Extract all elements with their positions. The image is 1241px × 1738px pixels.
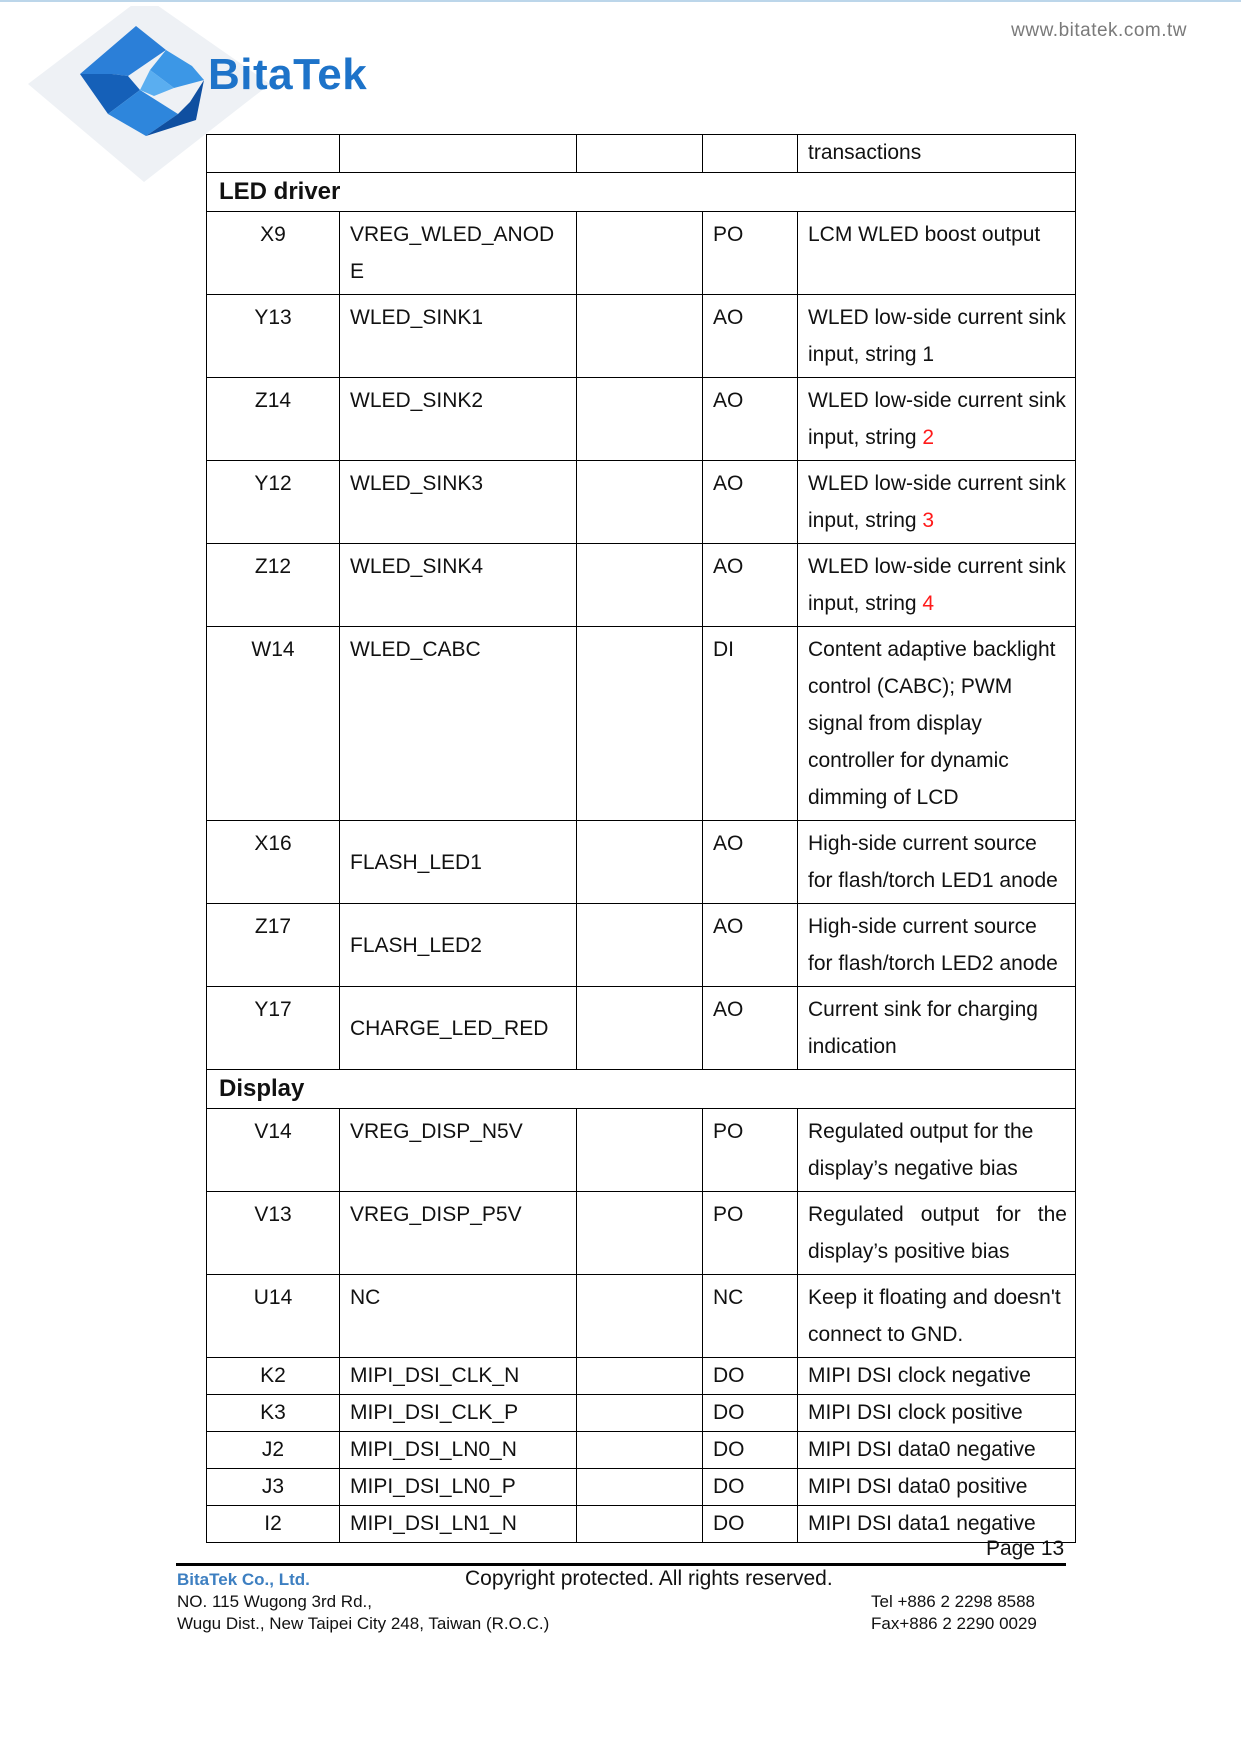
cell-ball: J3 (207, 1469, 340, 1506)
cell-desc: Regulated output for the display’s negative bias (798, 1109, 1076, 1192)
table-row (207, 1395, 1076, 1432)
table-row (207, 1506, 1076, 1543)
cell-desc: LCM WLED boost output (798, 212, 1076, 295)
cell-name: FLASH_LED1 (340, 821, 577, 904)
cell-type: AO (703, 987, 798, 1070)
section-header (207, 173, 1076, 212)
cell-ball: V13 (207, 1192, 340, 1275)
desc-text: WLED low-side current sink input, string (808, 555, 1066, 615)
cell-name: CHARGE_LED_RED (340, 987, 577, 1070)
logo-wordmark: BitaTek (208, 50, 368, 99)
cell-desc: High-side current source for flash/torch LED2 anode (798, 904, 1076, 987)
cell-desc: MIPI DSI data1 negative (798, 1506, 1076, 1543)
desc-text: WLED low-side current sink input, string (808, 472, 1066, 532)
cell-ball: Y13 (207, 295, 340, 378)
cell-ball: Y12 (207, 461, 340, 544)
cell-name: NC (340, 1275, 577, 1358)
address-line-1: NO. 115 Wugong 3rd Rd., (177, 1592, 372, 1611)
telephone: Tel +886 2 2298 8588 (871, 1592, 1036, 1611)
table-row (207, 904, 1076, 987)
table-row (207, 1469, 1076, 1506)
desc-text: WLED low-side current sink input, string (808, 389, 1066, 449)
page-number: Page 13 (986, 1537, 1065, 1560)
table-row (207, 821, 1076, 904)
table-row (207, 212, 1076, 295)
cell-desc: MIPI DSI data0 positive (798, 1469, 1076, 1506)
cell-name: WLED_CABC (340, 627, 577, 821)
cell-ball: K2 (207, 1358, 340, 1395)
cell-ball: Z12 (207, 544, 340, 627)
cell-name: FLASH_LED2 (340, 904, 577, 987)
cell-type: NC (703, 1275, 798, 1358)
cell-desc: MIPI DSI data0 negative (798, 1432, 1076, 1469)
cell-type: AO (703, 904, 798, 987)
cell-name: WLED_SINK1 (340, 295, 577, 378)
cell-type: DO (703, 1469, 798, 1506)
footer-rule (176, 1563, 1066, 1566)
cell-desc: Content adaptive backlight control (CABC); PWM signal from display controller for dynamic dimming of LCD (798, 627, 1076, 821)
cell-desc: MIPI DSI clock positive (798, 1395, 1076, 1432)
cell-name: MIPI_DSI_LN1_N (340, 1506, 577, 1543)
cell-ball: I2 (207, 1506, 340, 1543)
cell-ball: U14 (207, 1275, 340, 1358)
cell-desc: Current sink for charging indication (798, 987, 1076, 1070)
website-url: www.bitatek.com.tw (1011, 20, 1187, 41)
cell-name: WLED_SINK4 (340, 544, 577, 627)
cell-desc (798, 461, 1076, 544)
cell-desc: MIPI DSI clock negative (798, 1358, 1076, 1395)
cell-name: VREG_DISP_P5V (340, 1192, 577, 1275)
cell-type: DO (703, 1506, 798, 1543)
cell-name: WLED_SINK3 (340, 461, 577, 544)
cell-type: AO (703, 295, 798, 378)
cell-desc (798, 544, 1076, 627)
table-row (207, 1358, 1076, 1395)
table-row (207, 544, 1076, 627)
string-number: 2 (922, 426, 935, 449)
cell-type: AO (703, 378, 798, 461)
cell-ball: Z14 (207, 378, 340, 461)
cell-type: AO (703, 461, 798, 544)
string-number: 3 (922, 509, 935, 532)
copyright-notice: Copyright protected. All rights reserved. (465, 1567, 833, 1590)
cell-ball: X16 (207, 821, 340, 904)
cell-type: PO (703, 212, 798, 295)
cell-name: WLED_SINK2 (340, 378, 577, 461)
cell-type: DO (703, 1432, 798, 1469)
table-row (207, 1275, 1076, 1358)
section-title: Display (207, 1070, 1076, 1109)
cell-name: VREG_DISP_N5V (340, 1109, 577, 1192)
cell-type: DI (703, 627, 798, 821)
string-number: 4 (922, 592, 935, 615)
table-row (207, 1192, 1076, 1275)
cell-name: MIPI_DSI_CLK_N (340, 1358, 577, 1395)
cell-ball: Z17 (207, 904, 340, 987)
cell-desc: Keep it floating and doesn't connect to GND. (798, 1275, 1076, 1358)
cell-ball: K3 (207, 1395, 340, 1432)
cell-type: DO (703, 1395, 798, 1432)
company-name: BitaTek Co., Ltd. (177, 1570, 310, 1589)
section-header (207, 1070, 1076, 1109)
cell-type: AO (703, 544, 798, 627)
address-line-2: Wugu Dist., New Taipei City 248, Taiwan (R.O.C.) (177, 1614, 550, 1633)
cell-desc: WLED low-side current sink input, string 1 (798, 295, 1076, 378)
table-row (207, 627, 1076, 821)
cell-desc: Regulated output for the display’s positive bias (798, 1192, 1076, 1275)
cell-desc (798, 378, 1076, 461)
table-row (207, 295, 1076, 378)
cell-name: MIPI_DSI_LN0_P (340, 1469, 577, 1506)
fax: Fax+886 2 2290 0029 (871, 1614, 1037, 1633)
cell-ball: J2 (207, 1432, 340, 1469)
table-row (207, 461, 1076, 544)
table-row (207, 378, 1076, 461)
cell-type: PO (703, 1109, 798, 1192)
cell-type: AO (703, 821, 798, 904)
cell-ball: X9 (207, 212, 340, 295)
table-row (207, 1109, 1076, 1192)
cell-name: MIPI_DSI_CLK_P (340, 1395, 577, 1432)
table-row (207, 1432, 1076, 1469)
cell-desc: High-side current source for flash/torch LED1 anode (798, 821, 1076, 904)
table-row (207, 987, 1076, 1070)
table-row (207, 135, 1076, 173)
cell-type: DO (703, 1358, 798, 1395)
cell-type: PO (703, 1192, 798, 1275)
pin-table (206, 134, 1076, 1543)
cell-ball: W14 (207, 627, 340, 821)
cell-ball: Y17 (207, 987, 340, 1070)
cell-ball: V14 (207, 1109, 340, 1192)
header-rule (0, 0, 1241, 2)
cell-desc: transactions (798, 135, 1076, 173)
cell-name: MIPI_DSI_LN0_N (340, 1432, 577, 1469)
section-title: LED driver (207, 173, 1076, 212)
cell-name: VREG_WLED_ANODE (340, 212, 577, 295)
